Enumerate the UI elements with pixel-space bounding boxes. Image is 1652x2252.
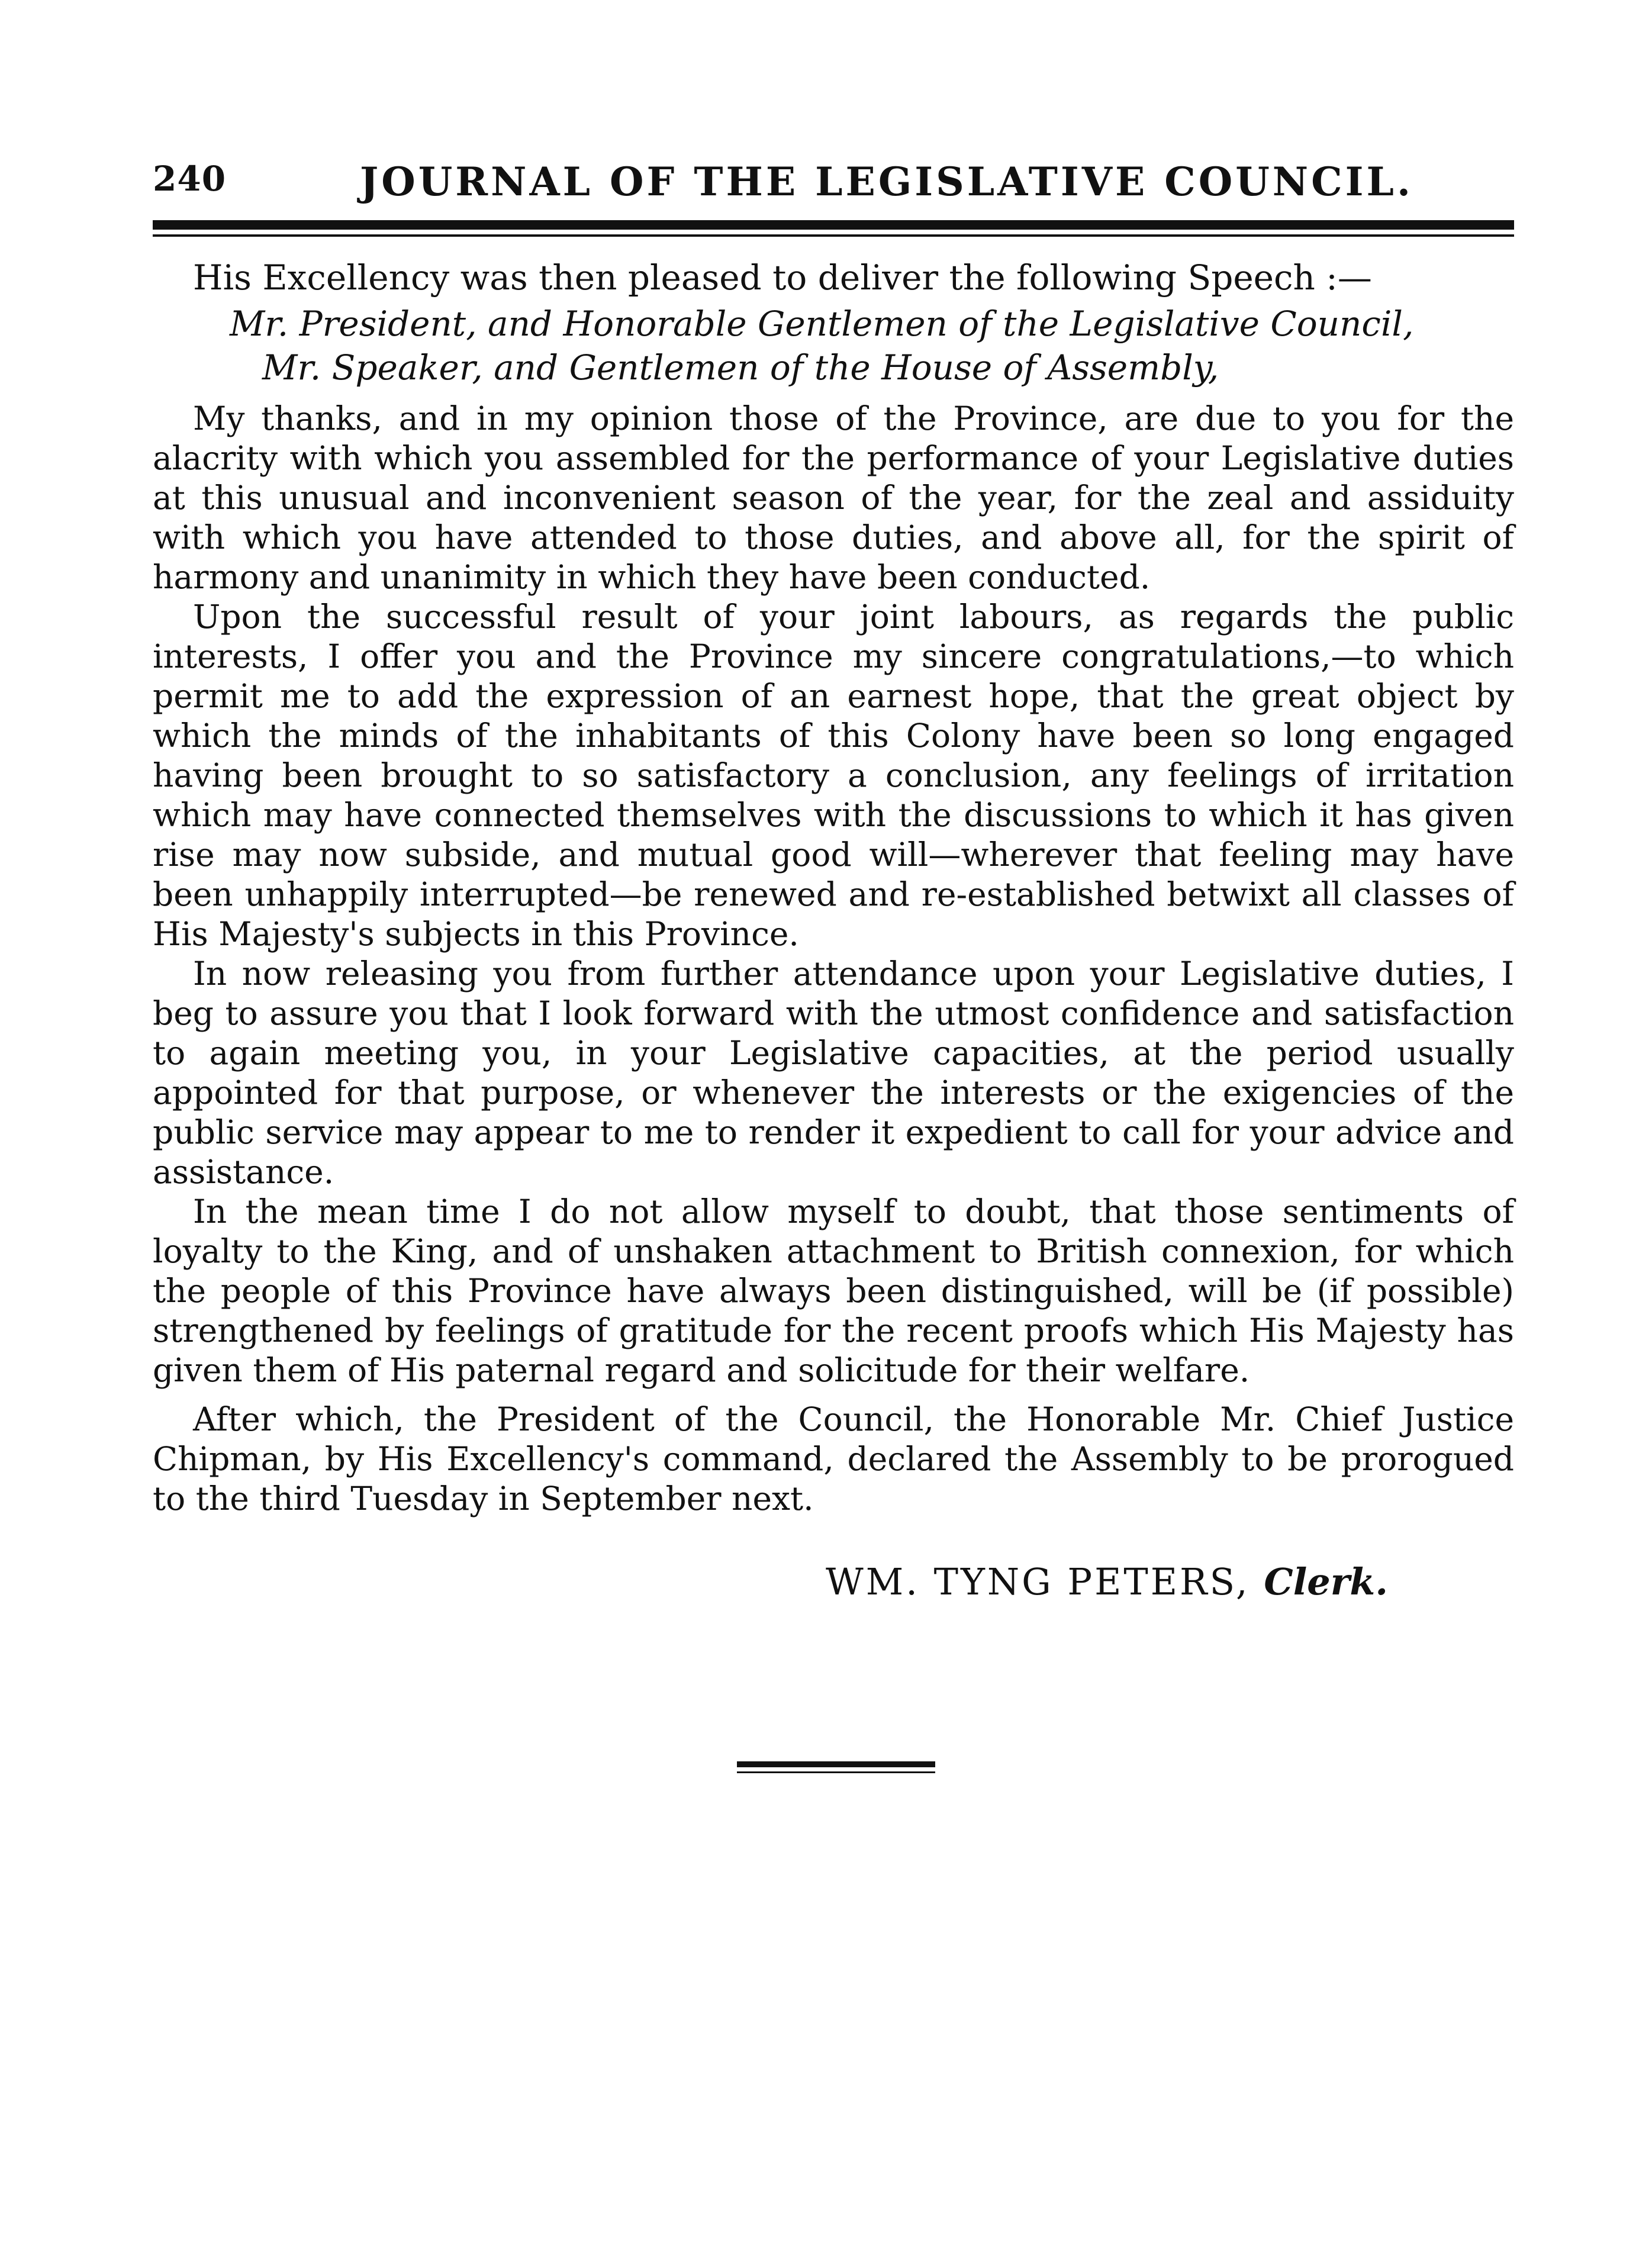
page-header bbox=[153, 159, 1514, 218]
page-body bbox=[153, 253, 1514, 1519]
address-assembly: Mr. Speaker, and Gentlemen of the House of Assembly, bbox=[262, 347, 1219, 388]
header-rule-thin bbox=[153, 234, 1514, 237]
running-title: JOURNAL OF THE LEGISLATIVE COUNCIL. bbox=[360, 159, 1413, 205]
prorogation-paragraph: After which, the President of the Council, the Honorable Mr. Chief Justice Chipman, by His Excellency's command, declared the Assembly to be prorogued to the third Tuesday in September next. bbox=[153, 1400, 1514, 1518]
clerk-signature bbox=[826, 1560, 1388, 1603]
page-number: 240 bbox=[153, 159, 227, 199]
clerk-name: WM. TYNG PETERS, bbox=[826, 1560, 1250, 1603]
footer-rule-thick bbox=[737, 1761, 935, 1767]
clerk-title: Clerk. bbox=[1264, 1560, 1388, 1603]
header-rule-thick bbox=[153, 220, 1514, 230]
speech-paragraph-1: My thanks, and in my opinion those of the Province, are due to you for the alacrity with which you assembled for the performance of your Legislative duties at this unusual and inconvenient season of the year, for the zeal and assiduity with which you have attended to those duties, and above all, for the spirit of harmony and unanimity in which they have been conducted. bbox=[153, 400, 1514, 596]
footer-rule-thin bbox=[737, 1771, 935, 1773]
speech-paragraph-4: In the mean time I do not allow myself to doubt, that those sentiments of loyalty to the King, and of unshaken attachment to British connexion, for which the people of this Province have always been distinguished, will be (if possible) strengthened by feelings of gratitude for the recent proofs which His Majesty has given them of His paternal regard and solicitude for their welfare. bbox=[153, 1193, 1514, 1389]
speech-paragraph-2: Upon the successful result of your joint labours, as regards the public interests, I offer you and the Province my sincere congratulations,—to which permit me to add the expression of an earnest hope, that the great object by which the minds of the inhabitants of this Colony have been so long engaged having been brought to so satisfactory a conclusion, any feelings of irritation which may have connected themselves with the discussions to which it has given rise may now subside, and mutual good will—wherever that feeling may have been unhappily interrupted—be renewed and re-established betwixt all classes of His Majesty's subjects in this Province. bbox=[153, 598, 1514, 953]
address-council: Mr. President, and Honorable Gentlemen of the Legislative Council, bbox=[230, 304, 1414, 344]
speech-paragraph-3: In now releasing you from further attendance upon your Legislative duties, I beg to assure you that I look forward with the utmost confidence and satisfaction to again meeting you, in your Legislative capacities, at the period usually appointed for that purpose, or whenever the interests or the exigencies of the public service may appear to me to render it expedient to call for your advice and assistance. bbox=[153, 955, 1514, 1191]
speech-intro: His Excellency was then pleased to deliver the following Speech :— bbox=[193, 257, 1372, 298]
